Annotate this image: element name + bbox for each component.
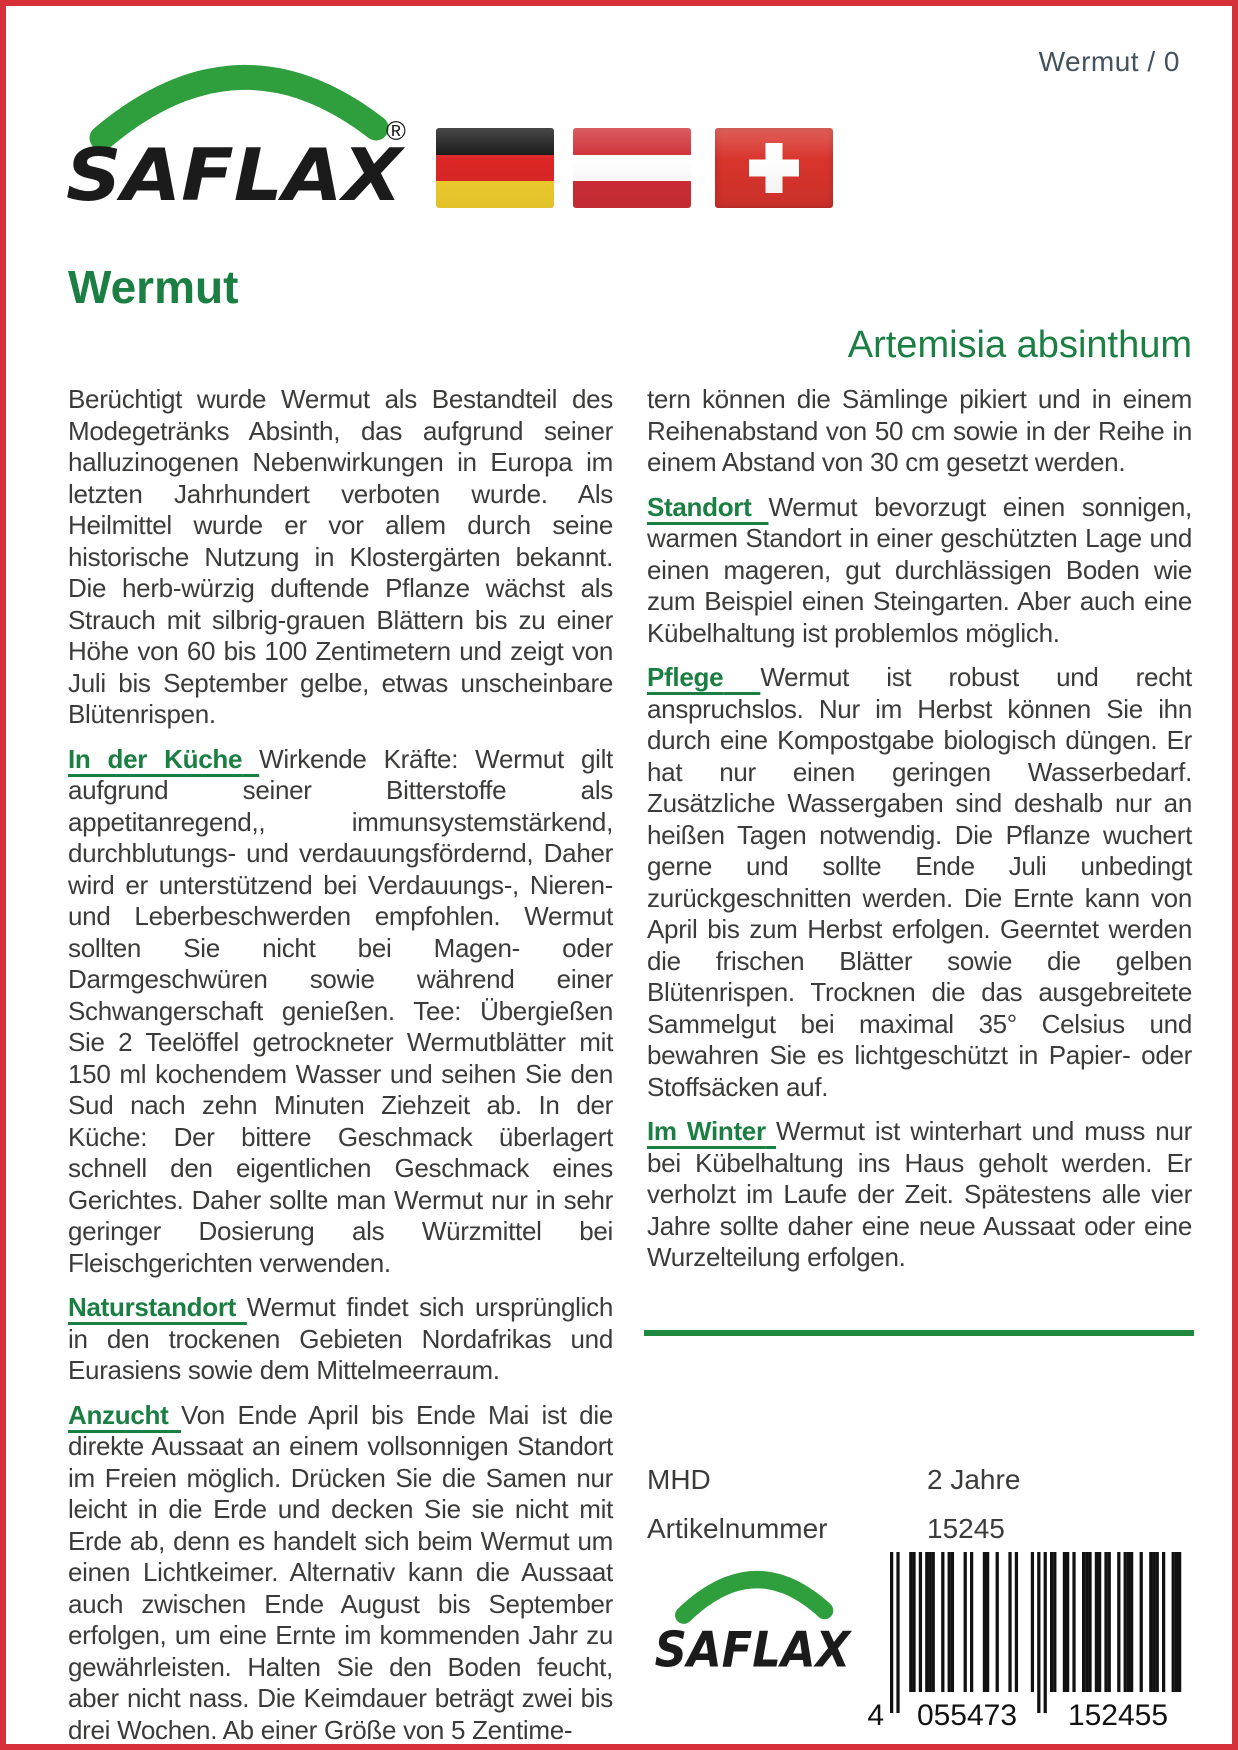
- section-heading: Naturstandort: [68, 1292, 236, 1322]
- botanical-name: Artemisia absinthum: [847, 324, 1192, 366]
- section-naturstandort: [68, 1292, 613, 1387]
- section-im-winter: [647, 1116, 1192, 1274]
- flag-stripe: [436, 128, 554, 155]
- mhd-label: MHD: [647, 1464, 711, 1495]
- saflax-logo-small-graphic: [650, 1550, 856, 1678]
- section-pflege: [647, 662, 1192, 1103]
- section-body: Wermut ist robust und recht anspruchslos. Nur im Herbst können Sie ihn durch eine Kompostgabe biologisch düngen. Er hat nur einen geringen Wasserbedarf. Zusätzliche Wassergaben sind deshalb nur an heißen Tagen notwendig. Die Pflanze wuchert gerne und sollte Ende Juli unbedingt zurückgeschnitten werden. Die Ernte kann von April bis zum Herbst erfolgen. Geerntet werden die frischen Blätter sowie die gelben Blütenrispen. Trocknen die das ausgebreitete Sammelgut bei maximal 35° Celsius und bewahren Sie es lichtgeschützt in Papier- oder Stoffsäcken auf.: [647, 662, 1192, 1102]
- flag-stripe: [573, 155, 691, 182]
- intro-paragraph: Berüchtigt wurde Wermut als Bestandteil des Modegetränks Absinth, das aufgrund seiner halluzinogenen Nebenwirkungen in Europa im letzten Jahrhundert verboten wurde. Als Heilmittel wurde er vor allem durch seine historische Nutzung in Klostergärten bekannt. Die herb-würzig duftende Pflanze wächst als Strauch mit silbrig-grauen Blättern bis zu einer Höhe von 60 bis 100 Zentimetern und zeigt von Juli bis September gelbe, etwas unscheinbare Blütenrispen.: [68, 384, 613, 729]
- registered-mark: ®: [386, 116, 406, 146]
- flag-stripe: [436, 155, 554, 182]
- page-title: Wermut: [68, 261, 239, 313]
- section-heading: Standort: [647, 491, 752, 522]
- article-number-value: 15245: [927, 1513, 1005, 1544]
- austria-flag-icon: [573, 128, 691, 208]
- section-heading: Im Winter: [647, 1116, 766, 1146]
- logo-arch: [102, 77, 376, 138]
- section-body: Wermut findet sich ursprünglich in den trockenen Gebieten Nordafrikas und Eurasiens sowie dem Mittelmeerraum.: [68, 1292, 613, 1385]
- left-column: [68, 384, 613, 1750]
- barcode-digit-first: 4: [867, 1699, 884, 1730]
- saflax-logo-graphic: [64, 40, 418, 212]
- section-body: Von Ende April bis Ende Mai ist die direkte Aussaat an einem vollsonnigen Standort im Freien möglich. Drücken Sie die Samen nur leicht in die Erde und decken Sie sie nicht mit Erde ab, denn es handelt sich beim Wermut um einen Lichtkeimer. Alternativ kann die Aussaat auch zwischen Ende August bis September erfolgen, um eine Ernte im kommenden Jahr zu gewährleisten. Halten Sie den Boden feucht, aber nicht nass. Die Keimdauer beträgt zwei bis drei Wochen. Ab einer Größe von 5 Zentime-: [68, 1399, 613, 1745]
- article-number-label: Artikelnummer: [647, 1513, 828, 1544]
- brand-name: SAFLAX: [66, 133, 406, 212]
- section-heading: Pflege: [647, 662, 724, 692]
- variety-code: Wermut / 0: [1038, 46, 1180, 77]
- barcode-digits-left: 055473: [916, 1699, 1018, 1730]
- flag-stripe: [573, 128, 691, 155]
- mhd-row: [647, 1464, 1192, 1496]
- section-anzucht: [68, 1400, 613, 1747]
- article-number-row: [647, 1513, 1192, 1545]
- germany-flag-icon: [436, 128, 554, 208]
- ean13-barcode: [864, 1552, 1194, 1730]
- section-standort: [647, 492, 1192, 650]
- section-heading: Anzucht: [68, 1399, 169, 1430]
- swiss-cross: [749, 160, 799, 177]
- section-body: Wermut ist winterhart und muss nur bei Kübelhaltung ins Haus geholt werden. Er verholzt im Laufe der Zeit. Spätestens alle vier Jahre sollte daher eine neue Aussaat oder eine Wurzelteilung erfolgen.: [647, 1116, 1192, 1272]
- barcode-digits-right: 152455: [1067, 1699, 1169, 1730]
- section-body: Wermut bevorzugt einen sonnigen, warmen Standort in einer geschützten Lage und einen mageren, gut durchlässigen Boden wie zum Beispiel einen Steingarten. Aber auch eine Kübelhaltung ist problemlos möglich.: [647, 491, 1192, 648]
- divider-line: [644, 1330, 1194, 1336]
- switzerland-flag-icon: [715, 128, 833, 208]
- saflax-logo: [64, 40, 418, 212]
- section-body: Wirkende Kräfte: Wermut gilt aufgrund seiner Bitterstoffe als appetitanregend,, immunsystemstärkend, durchblutungs- und verdauungsfördernd, Daher wird er unterstützend bei Verdauungs-, Nieren- und Leberbeschwerden empfohlen. Wermut sollten Sie nicht bei Magen- oder Darmgeschwüren sowie während einer Schwangerschaft genießen. Tee: Übergießen Sie 2 Teelöffel getrockneter Wermutblätter mit 150 ml kochendem Wasser und seihen Sie den Sud nach zehn Minuten Ziehzeit ab. In der Küche: Der bittere Geschmack überlagert schnell den eigentlichen Geschmack eines Gerichtes. Daher sollte man Wermut nur in sehr geringer Dosierung als Würzmittel bei Fleischgerichten verwenden.: [68, 743, 613, 1278]
- barcode-bars: [890, 1552, 1181, 1713]
- product-info: [647, 1464, 1192, 1562]
- flag-stripe: [573, 181, 691, 208]
- logo-arch: [684, 1580, 825, 1616]
- brand-name: SAFLAX: [654, 1621, 853, 1678]
- section-heading: In der Küche: [68, 743, 243, 774]
- saflax-logo-small: [650, 1550, 856, 1678]
- swiss-cross: [766, 143, 783, 193]
- flag-stripe: [436, 181, 554, 208]
- continuation-paragraph: tern können die Sämlinge pikiert und in einem Reihenabstand von 50 cm sowie in der Reihe in einem Abstand von 30 cm gesetzt werden.: [647, 384, 1192, 477]
- right-column: [647, 384, 1192, 1287]
- section-in-der-kueche: [68, 744, 613, 1280]
- mhd-value: 2 Jahre: [927, 1464, 1021, 1495]
